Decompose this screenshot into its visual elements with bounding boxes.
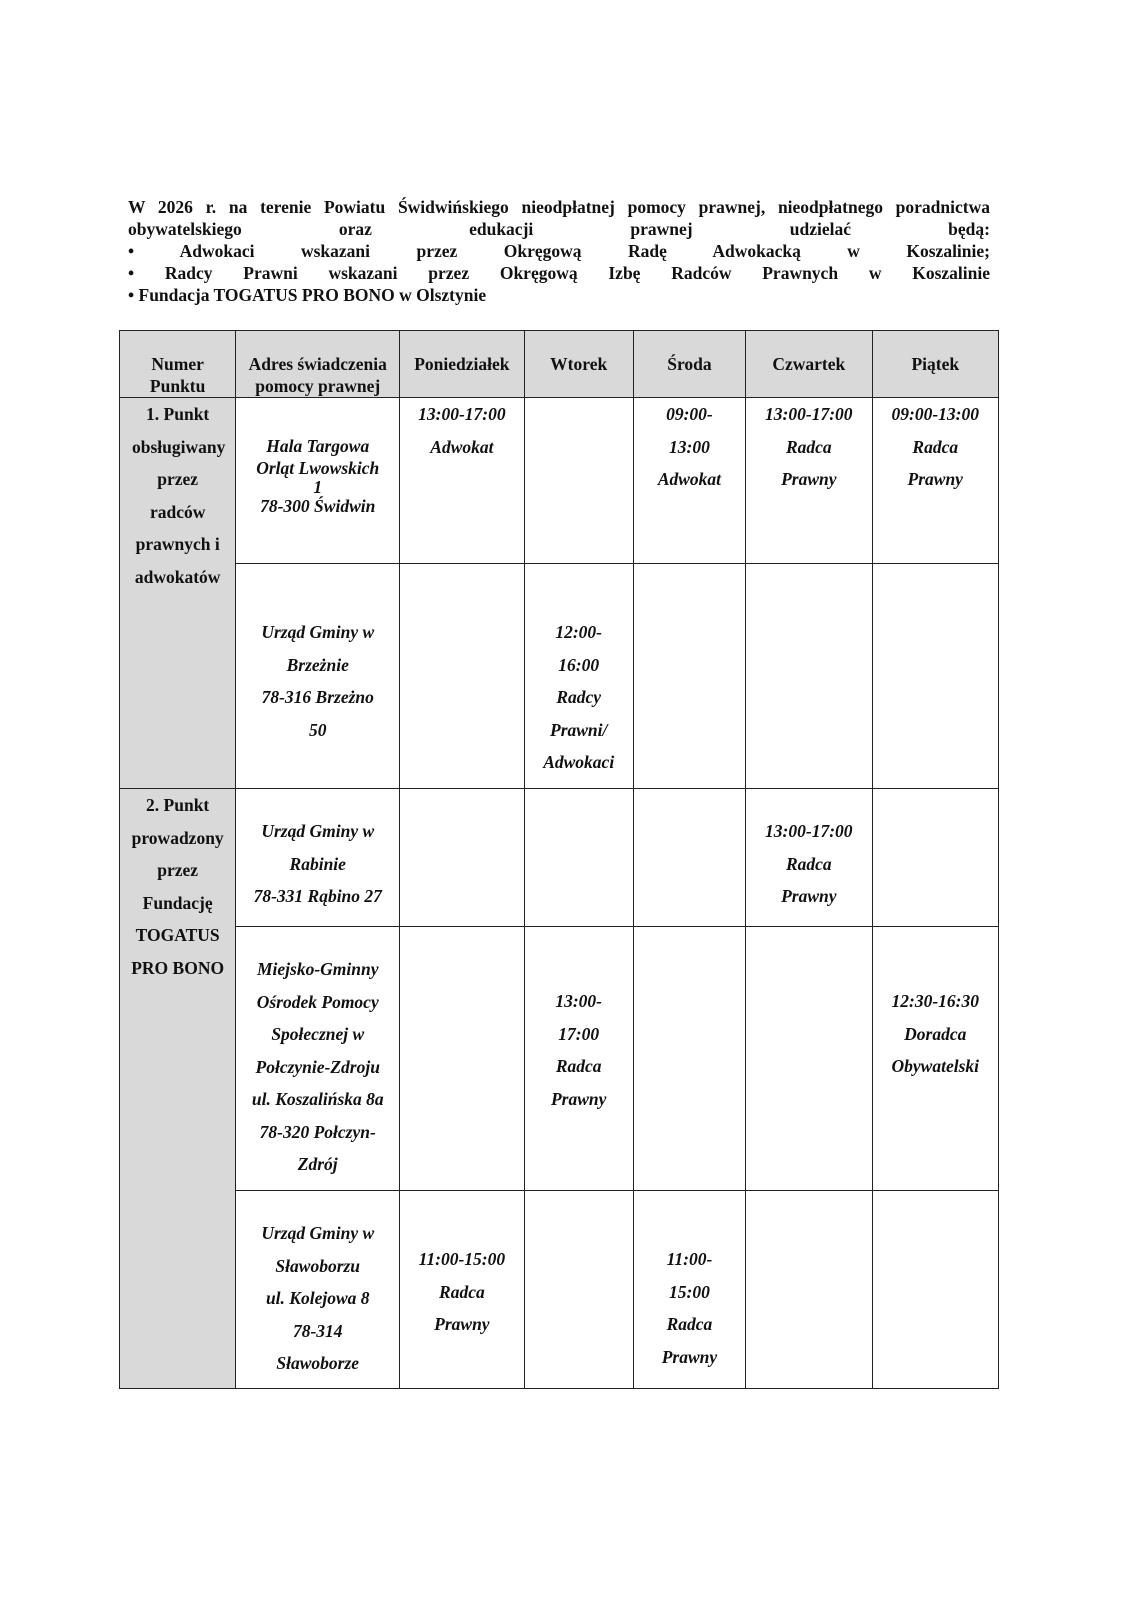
provider-text: Adwokat bbox=[430, 436, 494, 457]
table-row bbox=[120, 564, 999, 789]
tuesday-cell bbox=[524, 398, 633, 564]
header-number: Numer Punktu bbox=[120, 331, 236, 398]
address-cell bbox=[236, 564, 400, 789]
time-text: 13:00- bbox=[555, 991, 603, 1011]
address-line: 1 bbox=[313, 477, 323, 497]
header-thursday: Czwartek bbox=[746, 331, 872, 398]
address-line: 78-300 Świdwin bbox=[260, 496, 376, 516]
wednesday-cell bbox=[633, 564, 745, 789]
time-text: 13:00 bbox=[669, 436, 710, 457]
provider-text: Prawny bbox=[661, 1346, 718, 1367]
schedule-table bbox=[119, 330, 999, 1389]
address-line: Brzeżnie bbox=[286, 654, 349, 675]
monday-cell bbox=[400, 927, 524, 1191]
provider-text: Radca bbox=[555, 1056, 602, 1076]
provider-text: Prawny bbox=[781, 886, 837, 906]
tuesday-cell bbox=[524, 927, 633, 1191]
provider-text: Obywatelski bbox=[891, 1056, 979, 1076]
table-row bbox=[120, 927, 999, 1191]
time-text: 09:00-13:00 bbox=[891, 404, 979, 424]
header-row bbox=[120, 331, 999, 398]
provider-text: Prawny bbox=[434, 1314, 490, 1334]
time-text: 12:00- bbox=[555, 622, 603, 642]
table-row bbox=[120, 789, 999, 927]
time-text: 11:00-15:00 bbox=[418, 1249, 506, 1269]
header-address: Adres świadczenia pomocy prawnej bbox=[236, 331, 400, 398]
address-line: 50 bbox=[308, 719, 327, 740]
monday-cell bbox=[400, 789, 524, 927]
point-label-1: 1. Punkt obsługiwany przez radców prawnych i adwokatów bbox=[120, 398, 236, 789]
provider-text: Prawny bbox=[907, 469, 963, 489]
address-line: Połczynie-Zdroju bbox=[255, 1056, 380, 1077]
provider-text: Radca bbox=[912, 436, 959, 457]
time-text: 13:00-17:00 bbox=[418, 404, 506, 424]
point-label-2: 2. Punkt prowadzony przez Fundację TOGATUS PRO BONO bbox=[120, 789, 236, 1389]
thursday-cell bbox=[746, 927, 872, 1191]
intro-bullet-bar: • Adwokaci wskazani przez Okręgową Radę Adwokacką w Koszalinie; bbox=[128, 241, 990, 261]
provider-text: Radcy bbox=[556, 687, 602, 707]
monday-cell bbox=[400, 1191, 524, 1389]
address-line: Społecznej w bbox=[271, 1024, 365, 1044]
thursday-cell bbox=[746, 1191, 872, 1389]
friday-cell bbox=[872, 927, 998, 1191]
address-cell bbox=[236, 398, 400, 564]
provider-text: Adwokaci bbox=[543, 752, 615, 772]
header-wednesday: Środa bbox=[633, 331, 745, 398]
address-cell bbox=[236, 927, 400, 1191]
wednesday-cell bbox=[633, 927, 745, 1191]
provider-text: Radca bbox=[785, 436, 832, 457]
time-text: 15:00 bbox=[669, 1281, 710, 1302]
address-line: Sławoborzu bbox=[275, 1255, 361, 1276]
provider-text: Prawni/ bbox=[550, 719, 608, 740]
address-line: ul. Kolejowa 8 bbox=[265, 1288, 370, 1308]
tuesday-cell bbox=[524, 1191, 633, 1389]
intro-bullet-legal-advisers: • Radcy Prawni wskazani przez Okręgową Izbę Radców Prawnych w Koszalinie bbox=[128, 263, 990, 283]
table-row bbox=[120, 398, 999, 564]
address-line: 78-316 Brzeżno bbox=[261, 687, 374, 707]
address-line: Ośrodek Pomocy bbox=[256, 991, 379, 1012]
address-line: Urząd Gminy w bbox=[261, 1223, 375, 1243]
monday-cell bbox=[400, 398, 524, 564]
table-row bbox=[120, 1191, 999, 1389]
provider-text: Prawny bbox=[781, 469, 837, 489]
provider-text: Radca bbox=[439, 1281, 485, 1302]
wednesday-cell bbox=[633, 398, 745, 564]
wednesday-cell bbox=[633, 789, 745, 927]
provider-text: Doradca bbox=[904, 1023, 967, 1044]
monday-cell bbox=[400, 564, 524, 789]
thursday-cell bbox=[746, 564, 872, 789]
address-cell bbox=[236, 789, 400, 927]
address-line: 78-320 Połczyn- bbox=[259, 1121, 376, 1142]
intro-line: W 2026 r. na terenie Powiatu Świdwińskiego nieodpłatnej pomocy prawnej, nieodpłatnego poradnictwa obywatelskiego oraz edukacji prawnej udzielać będą: bbox=[128, 197, 990, 239]
address-line: ul. Koszalińska 8a bbox=[251, 1089, 384, 1109]
header-friday: Piątek bbox=[872, 331, 998, 398]
time-text: 13:00-17:00 bbox=[765, 821, 853, 841]
wednesday-cell bbox=[633, 1191, 745, 1389]
header-tuesday: Wtorek bbox=[524, 331, 633, 398]
time-text: 09:00- bbox=[666, 404, 713, 424]
address-line: Urząd Gminy w bbox=[261, 622, 375, 642]
time-text: 16:00 bbox=[558, 654, 600, 675]
address-line: Zdrój bbox=[297, 1154, 338, 1174]
address-line: Orląt Lwowskich bbox=[256, 458, 380, 478]
thursday-cell bbox=[746, 789, 872, 927]
header-monday: Poniedziałek bbox=[400, 331, 524, 398]
provider-text: Radca bbox=[785, 853, 832, 874]
address-cell bbox=[236, 1191, 400, 1389]
address-line: Miejsko-Gminny bbox=[256, 959, 379, 979]
time-text: 17:00 bbox=[558, 1023, 600, 1044]
address-line: Sławoborze bbox=[276, 1353, 360, 1373]
tuesday-cell bbox=[524, 789, 633, 927]
friday-cell bbox=[872, 564, 998, 789]
address-line: Hala Targowa bbox=[266, 436, 370, 456]
address-line: 78-314 bbox=[292, 1320, 343, 1341]
time-text: 11:00- bbox=[666, 1249, 713, 1269]
thursday-cell bbox=[746, 398, 872, 564]
time-text: 12:30-16:30 bbox=[891, 991, 979, 1011]
friday-cell bbox=[872, 789, 998, 927]
provider-text: Adwokat bbox=[657, 469, 722, 489]
time-text: 13:00-17:00 bbox=[765, 404, 853, 424]
friday-cell bbox=[872, 1191, 998, 1389]
intro-bullet-foundation: • Fundacja TOGATUS PRO BONO w Olsztynie bbox=[128, 285, 487, 305]
provider-text: Radca bbox=[666, 1314, 713, 1334]
address-line: Rabinie bbox=[289, 853, 346, 874]
intro-text bbox=[128, 196, 990, 306]
address-line: 78-331 Rąbino 27 bbox=[253, 886, 382, 906]
friday-cell bbox=[872, 398, 998, 564]
provider-text: Prawny bbox=[550, 1088, 607, 1109]
address-line: Urząd Gminy w bbox=[261, 821, 375, 841]
tuesday-cell bbox=[524, 564, 633, 789]
